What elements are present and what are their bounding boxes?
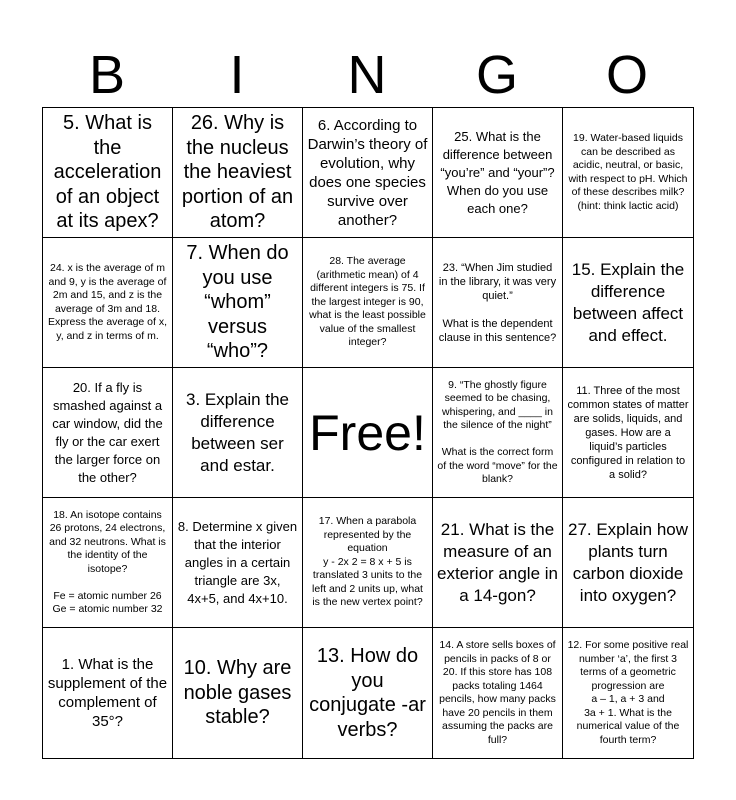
cell-text: 5. What is the acceleration of an object at its apex?	[53, 112, 162, 233]
cell-text: 14. A store sells boxes of pencils in packs of 8 or 20. If this store has 108 packs totaling 1464 pencils, how many packs have 20 pencils in them assuming the packs are full?	[439, 639, 556, 746]
header-letter-o: O	[605, 45, 648, 105]
cell-text: 11. Three of the most common states of matter are solids, liquids, and gases. How are a liquid’s particles configured in relation to a solid?	[567, 384, 689, 481]
bingo-cell-r1-c5[interactable]	[563, 108, 693, 238]
cell-text: 21. What is the measure of an exterior angle in a 14-gon?	[437, 519, 558, 605]
cell-text: 26. Why is the nucleus the heaviest portion of an atom?	[181, 112, 294, 233]
cell-text: 6. According to Darwin’s theory of evolution, why does one species survive over another?	[307, 116, 428, 229]
cell-text: 28. The average (arithmetic mean) of 4 different integers is 75. If the largest integer is 90, what is the least possible value of the smallest integer?	[309, 255, 426, 349]
cell-text: 3. Explain the difference between ser and estar.	[185, 389, 289, 475]
bingo-cell-r2-c1[interactable]	[43, 238, 173, 368]
bingo-cell-r4-c3[interactable]	[303, 498, 433, 628]
cell-text: 17. When a parabola represented by the equation y - 2x 2 = 8 x + 5 is translated 3 units to the left and 2 units up, what is the new vertex point?	[312, 515, 423, 609]
bingo-cell-r3-c2[interactable]	[173, 368, 303, 498]
bingo-cell-r3-c1[interactable]	[43, 368, 173, 498]
bingo-cell-r5-c3[interactable]	[303, 628, 433, 758]
bingo-cell-r2-c4[interactable]	[433, 238, 563, 368]
cell-text: 13. How do you conjugate -ar verbs?	[309, 645, 426, 741]
bingo-cell-r3-c5[interactable]	[563, 368, 693, 498]
bingo-board	[42, 107, 694, 759]
bingo-cell-r1-c4[interactable]	[433, 108, 563, 238]
bingo-cell-r1-c1[interactable]	[43, 108, 173, 238]
bingo-cell-r5-c1[interactable]	[43, 628, 173, 758]
header-letter-b: B	[88, 45, 126, 105]
cell-text: 10. Why are noble gases stable?	[183, 657, 292, 729]
cell-text: 23. “When Jim studied in the library, it was very quiet.” What is the dependent clause in this sentence?	[438, 261, 557, 344]
bingo-cell-r1-c2[interactable]	[173, 108, 303, 238]
header-letter-n: N	[347, 45, 387, 105]
cell-text: 1. What is the supplement of the complement of 35°?	[47, 656, 168, 730]
cell-text: 9. “The ghostly figure seemed to be chasing, whispering, and ____ in the silence of the night” What is the correct form of the word “move” for the blank?	[437, 378, 558, 485]
cell-text: 20. If a fly is smashed against a car window, did the fly or the car exert the larger force on the other?	[52, 379, 163, 485]
cell-text: 12. For some positive real number ‘a’, the first 3 terms of a geometric progression are a – 1, a + 3 and 3a + 1. What is the numerical value of the fourth term?	[567, 639, 689, 746]
header-letter-i: I	[229, 45, 245, 105]
cell-text: 8. Determine x given that the interior angles in a certain triangle are 3x, 4x+5, and 4x+10.	[177, 518, 298, 606]
bingo-cell-r4-c5[interactable]	[563, 498, 693, 628]
bingo-cell-r4-c1[interactable]	[43, 498, 173, 628]
bingo-cell-r2-c5[interactable]	[563, 238, 693, 368]
bingo-cell-r5-c5[interactable]	[563, 628, 693, 758]
bingo-cell-r4-c2[interactable]	[173, 498, 303, 628]
bingo-cell-r2-c3[interactable]	[303, 238, 433, 368]
cell-text: 27. Explain how plants turn carbon dioxide into oxygen?	[567, 519, 689, 605]
cell-text: 19. Water-based liquids can be described as acidic, neutral, or basic, with respect to pH. Which of these describes milk? (hint: think lactic acid)	[568, 132, 688, 212]
cell-text: 15. Explain the difference between affect and effect.	[571, 259, 685, 345]
cell-text: 24. x is the average of m and 9, y is the average of 2m and 15, and z is the average of 3m and 18. Express the average of x, y, and z in terms of m.	[47, 262, 168, 342]
bingo-header	[42, 44, 692, 106]
cell-text: 7. When do you use “whom” versus “who”?	[186, 242, 289, 363]
header-letter-g: G	[475, 45, 518, 105]
bingo-cell-r5-c2[interactable]	[173, 628, 303, 758]
cell-text: 25. What is the difference between “you’re” and “your”? When do you use each one?	[440, 128, 555, 216]
bingo-cell-r1-c3[interactable]	[303, 108, 433, 238]
bingo-cell-r5-c4[interactable]	[433, 628, 563, 758]
free-space-label: Free!	[309, 404, 426, 461]
cell-text: 18. An isotope contains 26 protons, 24 electrons, and 32 neutrons. What is the identity of the isotope? Fe = atomic number 26 Ge = atomic number 32	[49, 508, 166, 615]
bingo-cell-free[interactable]	[303, 368, 433, 498]
bingo-cell-r4-c4[interactable]	[433, 498, 563, 628]
bingo-cell-r3-c4[interactable]	[433, 368, 563, 498]
bingo-cell-r2-c2[interactable]	[173, 238, 303, 368]
